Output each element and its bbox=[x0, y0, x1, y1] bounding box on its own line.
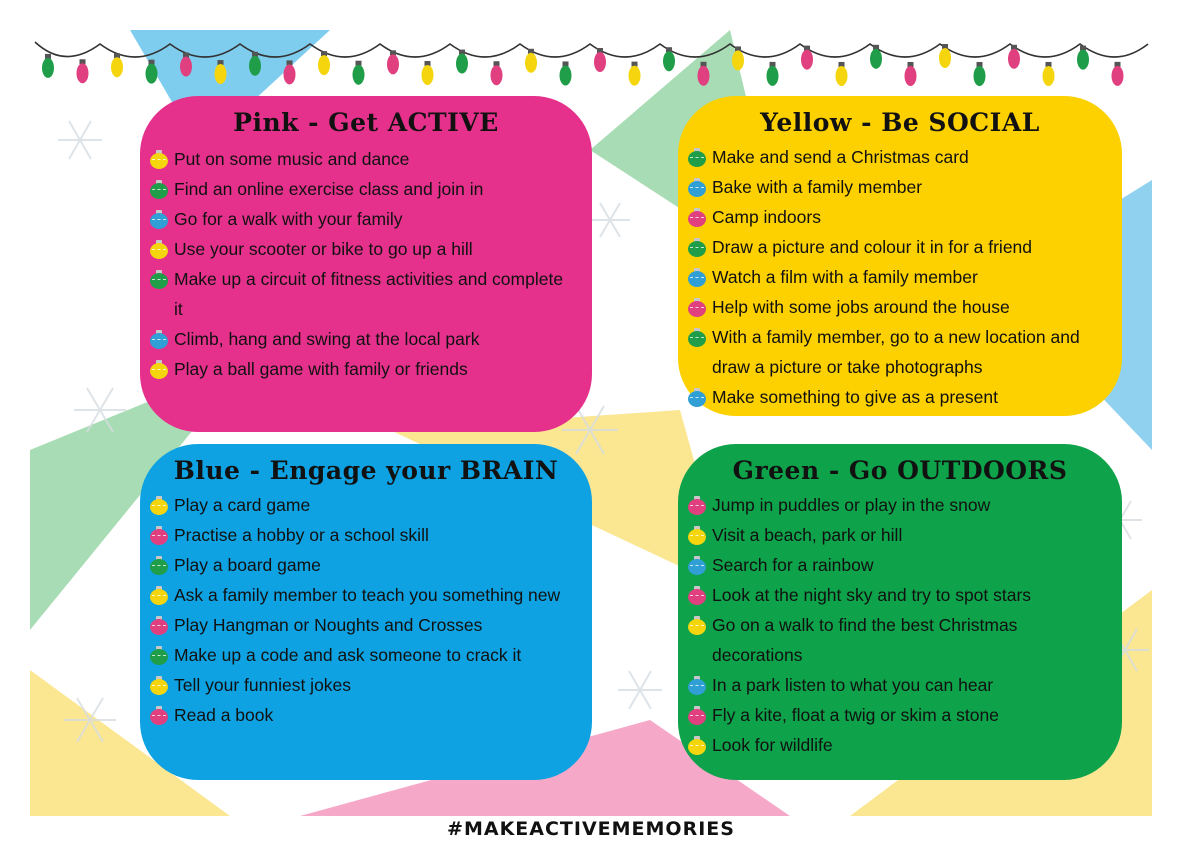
light-bulb-icon bbox=[422, 65, 434, 85]
activity-item bbox=[686, 172, 1106, 202]
activity-item bbox=[686, 490, 1106, 520]
activity-text: Go on a walk to find the best Christmas decorations bbox=[712, 615, 1018, 665]
activity-text: Make up a code and ask someone to crack it bbox=[174, 645, 522, 665]
activity-text: Tell your funniest jokes bbox=[174, 675, 352, 695]
activity-item bbox=[686, 550, 1106, 580]
light-bulb-icon bbox=[77, 63, 89, 83]
card-title: Pink - Get ACTIVE bbox=[233, 108, 499, 137]
activity-text: With a family member, go to a new location and draw a picture or take photographs bbox=[712, 327, 1080, 377]
activity-item bbox=[148, 640, 568, 670]
light-bulb-icon bbox=[905, 66, 917, 86]
activity-text: Look at the night sky and try to spot stars bbox=[712, 585, 1032, 605]
bauble-icon bbox=[688, 736, 706, 754]
bauble-icon bbox=[150, 616, 168, 634]
activity-text: Play Hangman or Noughts and Crosses bbox=[174, 615, 483, 635]
activity-text: Play a ball game with family or friends bbox=[174, 359, 468, 379]
card-title: Blue - Engage your BRAIN bbox=[173, 456, 559, 485]
light-bulb-icon bbox=[146, 64, 158, 84]
card-green-go-outdoors bbox=[678, 444, 1122, 780]
activity-text: In a park listen to what you can hear bbox=[712, 675, 994, 695]
activity-item bbox=[148, 610, 568, 640]
light-bulb-icon bbox=[939, 48, 951, 68]
activity-text: Search for a rainbow bbox=[712, 555, 874, 575]
activity-item bbox=[686, 700, 1106, 730]
light-bulb-icon bbox=[836, 66, 848, 86]
activity-text: Make and send a Christmas card bbox=[712, 147, 969, 167]
bauble-icon bbox=[150, 646, 168, 664]
bauble-icon bbox=[150, 586, 168, 604]
bauble-icon bbox=[150, 270, 168, 288]
activity-item bbox=[148, 264, 568, 324]
light-bulb-icon bbox=[1008, 49, 1020, 69]
activity-text: Play a board game bbox=[174, 555, 321, 575]
activity-list bbox=[148, 144, 568, 384]
light-bulb-icon bbox=[560, 65, 572, 85]
activity-item bbox=[686, 202, 1106, 232]
bauble-icon bbox=[688, 208, 706, 226]
light-bulb-icon bbox=[387, 54, 399, 74]
activity-text: Make something to give as a present bbox=[712, 387, 998, 407]
activity-item bbox=[148, 354, 568, 384]
card-blue-engage-brain bbox=[140, 444, 592, 780]
bauble-icon bbox=[688, 178, 706, 196]
bauble-icon bbox=[150, 210, 168, 228]
activity-item bbox=[686, 232, 1106, 262]
activity-text: Make up a circuit of fitness activities and complete it bbox=[174, 269, 564, 319]
activity-item bbox=[686, 382, 1106, 412]
activity-item bbox=[148, 144, 568, 174]
bauble-icon bbox=[688, 496, 706, 514]
activity-text: Climb, hang and swing at the local park bbox=[174, 329, 480, 349]
activity-text: Go for a walk with your family bbox=[174, 209, 403, 229]
light-bulb-icon bbox=[180, 57, 192, 77]
activity-text: Read a book bbox=[174, 705, 274, 725]
light-bulb-icon bbox=[249, 56, 261, 76]
activity-item bbox=[148, 670, 568, 700]
light-bulb-icon bbox=[284, 64, 296, 84]
activity-item bbox=[148, 490, 568, 520]
activity-text: Ask a family member to teach you something new bbox=[174, 585, 561, 605]
activity-text: Put on some music and dance bbox=[174, 149, 410, 169]
activity-text: Fly a kite, float a twig or skim a stone bbox=[712, 705, 999, 725]
bauble-icon bbox=[150, 330, 168, 348]
activity-item bbox=[686, 670, 1106, 700]
activity-item bbox=[686, 520, 1106, 550]
activity-item bbox=[686, 322, 1106, 382]
activity-text: Practise a hobby or a school skill bbox=[174, 525, 429, 545]
activity-item bbox=[148, 174, 568, 204]
activity-item bbox=[686, 610, 1106, 670]
bauble-icon bbox=[150, 556, 168, 574]
light-bulb-icon bbox=[732, 50, 744, 70]
light-bulb-icon bbox=[111, 57, 123, 77]
bauble-icon bbox=[688, 676, 706, 694]
activity-item bbox=[686, 262, 1106, 292]
bauble-icon bbox=[150, 526, 168, 544]
activity-list bbox=[686, 142, 1106, 412]
light-bulb-icon bbox=[1077, 50, 1089, 70]
light-bulb-icon bbox=[525, 53, 537, 73]
light-bulb-icon bbox=[318, 55, 330, 75]
activity-item bbox=[148, 580, 568, 610]
activity-item bbox=[148, 234, 568, 264]
activity-text: Bake with a family member bbox=[712, 177, 923, 197]
bauble-icon bbox=[688, 388, 706, 406]
activity-text: Help with some jobs around the house bbox=[712, 297, 1010, 317]
activity-item bbox=[686, 730, 1106, 760]
light-bulb-icon bbox=[353, 65, 365, 85]
light-bulb-icon bbox=[456, 54, 468, 74]
card-pink-get-active bbox=[140, 96, 592, 432]
light-bulb-icon bbox=[801, 50, 813, 70]
card-title: Green - Go OUTDOORS bbox=[732, 456, 1068, 485]
activity-text: Jump in puddles or play in the snow bbox=[712, 495, 991, 515]
light-bulb-icon bbox=[663, 51, 675, 71]
light-bulb-icon bbox=[974, 66, 986, 86]
activity-item bbox=[148, 550, 568, 580]
activity-text: Use your scooter or bike to go up a hill bbox=[174, 239, 473, 259]
bauble-icon bbox=[688, 706, 706, 724]
bauble-icon bbox=[150, 676, 168, 694]
activity-text: Camp indoors bbox=[712, 207, 821, 227]
card-yellow-be-social bbox=[678, 96, 1122, 416]
activity-list bbox=[686, 490, 1106, 760]
activity-item bbox=[148, 204, 568, 234]
bauble-icon bbox=[150, 360, 168, 378]
activity-list bbox=[148, 490, 568, 730]
activity-sheet bbox=[30, 30, 1152, 840]
activity-item bbox=[148, 520, 568, 550]
activity-text: Play a card game bbox=[174, 495, 311, 515]
activity-text: Look for wildlife bbox=[712, 735, 833, 755]
card-title: Yellow - Be SOCIAL bbox=[760, 108, 1040, 137]
bauble-icon bbox=[688, 238, 706, 256]
bauble-icon bbox=[150, 240, 168, 258]
activity-item bbox=[686, 292, 1106, 322]
bauble-icon bbox=[688, 298, 706, 316]
light-bulb-icon bbox=[215, 64, 227, 84]
bauble-icon bbox=[688, 586, 706, 604]
activity-text: Watch a film with a family member bbox=[712, 267, 978, 287]
bauble-icon bbox=[688, 556, 706, 574]
activity-item bbox=[686, 580, 1106, 610]
activity-text: Visit a beach, park or hill bbox=[712, 525, 903, 545]
bauble-icon bbox=[150, 496, 168, 514]
bauble-icon bbox=[150, 180, 168, 198]
light-bulb-icon bbox=[1043, 66, 1055, 86]
bauble-icon bbox=[688, 616, 706, 634]
bauble-icon bbox=[150, 706, 168, 724]
activity-text: Draw a picture and colour it in for a friend bbox=[712, 237, 1033, 257]
activity-item bbox=[148, 324, 568, 354]
bauble-icon bbox=[688, 148, 706, 166]
light-bulb-icon bbox=[42, 58, 54, 78]
activity-text: Find an online exercise class and join in bbox=[174, 179, 484, 199]
light-bulb-icon bbox=[491, 65, 503, 85]
hashtag-footer: #MAKEACTIVEMEMORIES bbox=[447, 818, 735, 840]
activity-item bbox=[686, 142, 1106, 172]
light-bulb-icon bbox=[629, 66, 641, 86]
light-bulb-icon bbox=[698, 66, 710, 86]
light-bulb-icon bbox=[1112, 66, 1124, 86]
light-bulb-icon bbox=[870, 49, 882, 69]
activity-item bbox=[148, 700, 568, 730]
bauble-icon bbox=[688, 268, 706, 286]
light-bulb-icon bbox=[767, 66, 779, 86]
bauble-icon bbox=[150, 150, 168, 168]
bauble-icon bbox=[688, 526, 706, 544]
bauble-icon bbox=[688, 328, 706, 346]
light-bulb-icon bbox=[594, 52, 606, 72]
